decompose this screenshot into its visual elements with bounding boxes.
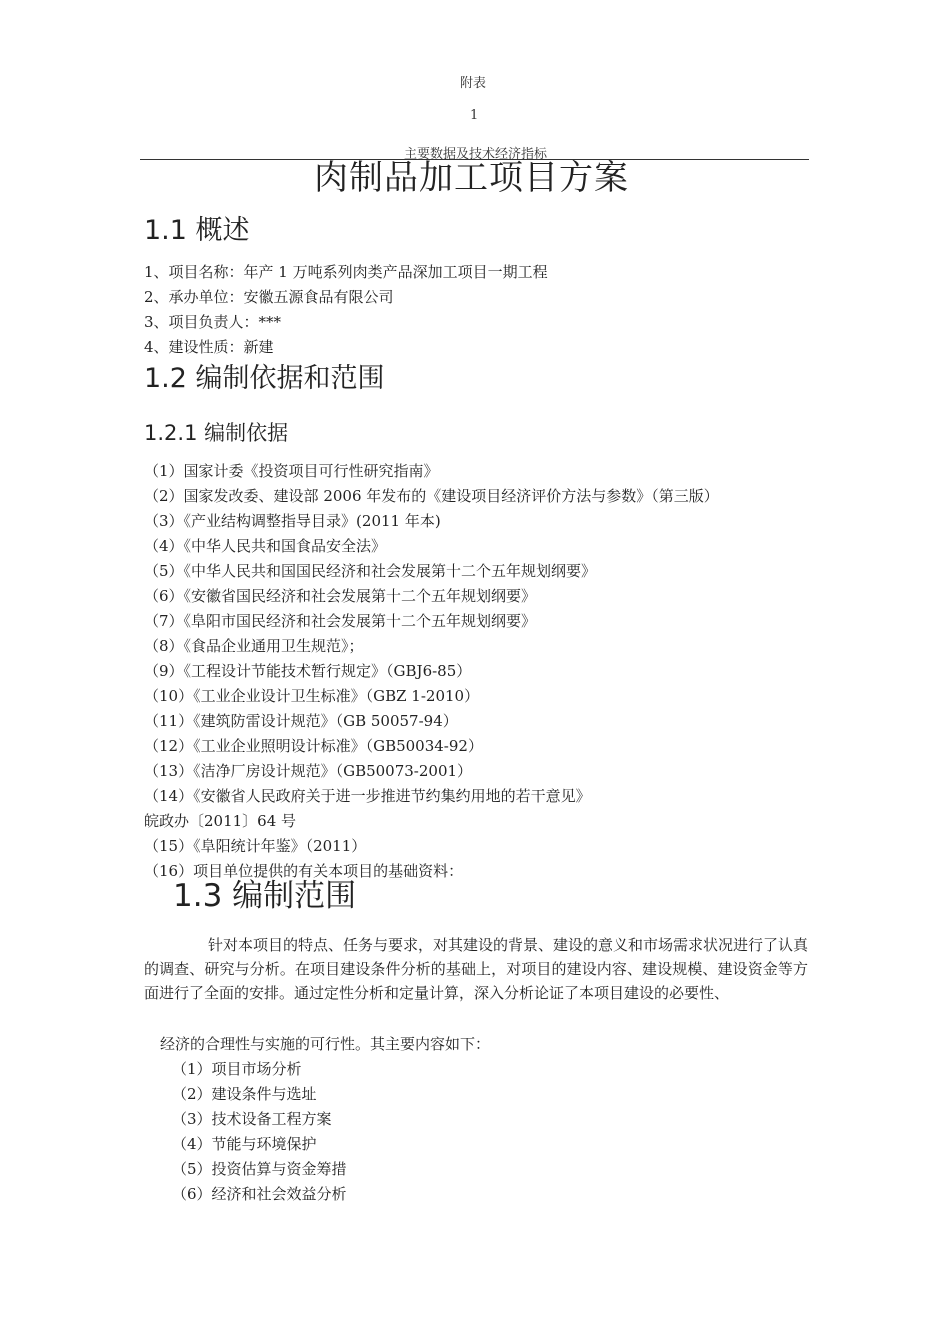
- list-item: （5）投资估算与资金筹措: [172, 1160, 347, 1178]
- section-1-3-heading: 1.3 编制范围: [173, 878, 357, 914]
- list-item: （6）经济和社会效益分析: [172, 1185, 347, 1203]
- list-item: （2）建设条件与选址: [172, 1085, 317, 1103]
- list-item: （14）《安徽省人民政府关于进一步推进节约集约用地的若干意见》: [144, 787, 591, 805]
- list-item: （10）《工业企业设计卫生标准》（GBZ 1-2010）: [144, 687, 480, 705]
- list-item: （1）项目市场分析: [172, 1060, 302, 1078]
- list-item: 2、承办单位：安徽五源食品有限公司: [144, 288, 394, 306]
- header-line-1: 附表: [460, 76, 487, 91]
- list-item: （15）《阜阳统计年鉴》（2011）: [144, 837, 367, 855]
- list-item: （3）《产业结构调整指导目录》(2011 年本): [144, 512, 441, 530]
- section-1-2-1-heading: 1.2.1 编制依据: [144, 421, 289, 445]
- list-item: （4）节能与环境保护: [172, 1135, 317, 1153]
- page-title: 肉制品加工项目方案: [314, 158, 629, 198]
- list-item: （7）《阜阳市国民经济和社会发展第十二个五年规划纲要》: [144, 612, 537, 630]
- header-line-2: 1: [470, 108, 479, 123]
- list-item: （12）《工业企业照明设计标准》（GB50034-92）: [144, 737, 483, 755]
- list-item: （9）《工程设计节能技术暂行规定》（GBJ6-85）: [144, 662, 472, 680]
- list-item: （4）《中华人民共和国食品安全法》: [144, 537, 387, 555]
- list-item: （1）国家计委《投资项目可行性研究指南》: [144, 462, 439, 480]
- section-1-3-paragraph-2: 经济的合理性与实施的可行性。其主要内容如下：: [160, 1035, 491, 1053]
- list-item: 3、项目负责人：***: [144, 313, 282, 331]
- list-item: （2）国家发改委、建设部 2006 年发布的《建设项目经济评价方法与参数》（第三版）: [144, 487, 719, 505]
- list-item: 1、项目名称：年产 1 万吨系列肉类产品深加工项目一期工程: [144, 263, 548, 281]
- section-1-2-heading: 1.2 编制依据和范围: [144, 363, 385, 394]
- list-item: （6）《安徽省国民经济和社会发展第十二个五年规划纲要》: [144, 587, 537, 605]
- list-item: （3）技术设备工程方案: [172, 1110, 332, 1128]
- section-1-3-paragraph: 针对本项目的特点、任务与要求，对其建设的背景、建设的意义和市场需求状况进行了认真的调查、研究与分析。在项目建设条件分析的基础上，对项目的建设内容、建设规模、建设资金等方面进行了全面的安排。通过定性分析和定量计算，深入分析论证了本项目建设的必要性、: [144, 936, 809, 1002]
- list-item: 皖政办〔2011〕64 号: [144, 812, 297, 830]
- list-item: （11）《建筑防雷设计规范》（GB 50057-94）: [144, 712, 458, 730]
- list-item: （5）《中华人民共和国国民经济和社会发展第十二个五年规划纲要》: [144, 562, 597, 580]
- list-item: （13）《洁净厂房设计规范》（GB50073-2001）: [144, 762, 473, 780]
- list-item: （8）《食品企业通用卫生规范》；: [144, 637, 364, 655]
- section-1-1-heading: 1.1 概述: [144, 215, 250, 246]
- header-line-3: 主要数据及技术经济指标: [404, 147, 548, 162]
- list-item: 4、建设性质：新建: [144, 338, 274, 356]
- list-item: （16）项目单位提供的有关本项目的基础资料：: [144, 862, 464, 880]
